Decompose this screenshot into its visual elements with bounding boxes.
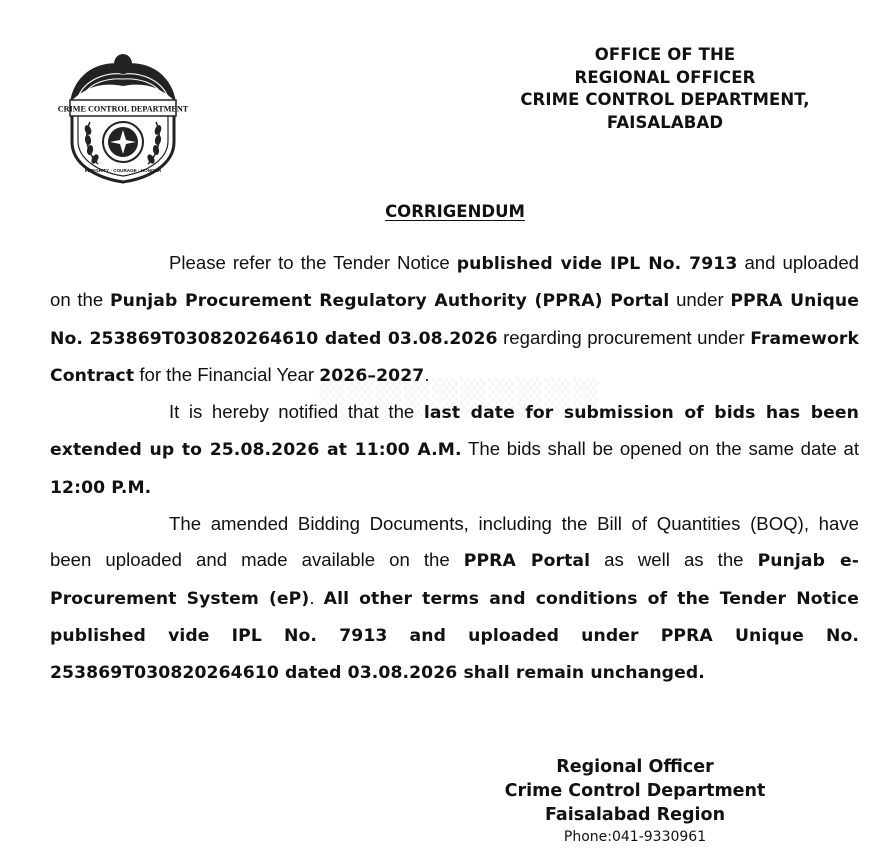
office-header	[500, 44, 830, 134]
signatory-title: Regional Officer	[556, 757, 714, 777]
paragraph-1: Please refer to the Tender Notice published vide IPL No. 7913 and uploaded on the Punjab Procurement Regulatory Authority (PPRA) Portal under PPRA Unique No. 253869T030820264610 dated 03.08.2026 regarding procurement under Framework Contract for the Financial Year 2026–2027.	[50, 252, 859, 386]
office-line-2: REGIONAL OFFICER	[574, 67, 756, 87]
office-line-1: OFFICE OF THE	[594, 45, 736, 64]
department-emblem	[50, 42, 196, 188]
office-line-3: CRIME CONTROL DEPARTMENT,	[520, 90, 810, 109]
document-body	[50, 245, 859, 692]
signatory-region: Faisalabad Region	[544, 805, 726, 825]
document-title: CORRIGENDUM	[385, 202, 525, 221]
signature-block	[480, 755, 790, 847]
paragraph-2: It is hereby notified that the last date for submission of bids has been extended up to 25.08.2026 at 11:00 A.M. The bids shall be opened on the same date at 12:00 P.M.	[50, 401, 860, 498]
office-line-4: FAISALABAD	[606, 112, 724, 132]
signatory-phone: Phone:041-9330961	[563, 829, 707, 845]
emblem-motto-text: INTEGRITY · COURAGE · HONOUR	[84, 168, 162, 173]
signatory-department: Crime Control Department	[504, 781, 766, 801]
emblem-banner-text: CRIME CONTROL DEPARTMENT	[57, 104, 189, 114]
paragraph-3: The amended Bidding Documents, including the Bill of Quantities (BOQ), have been uploaded and made available on the PPRA Portal as well as the Punjab e-Procurement System (eP). All other terms and conditions of the Tender Notice published vide IPL No. 7913 and uploaded under PPRA Unique No. 253869T030820264610 dated 03.08.2026 shall remain unchanged.	[50, 513, 859, 684]
